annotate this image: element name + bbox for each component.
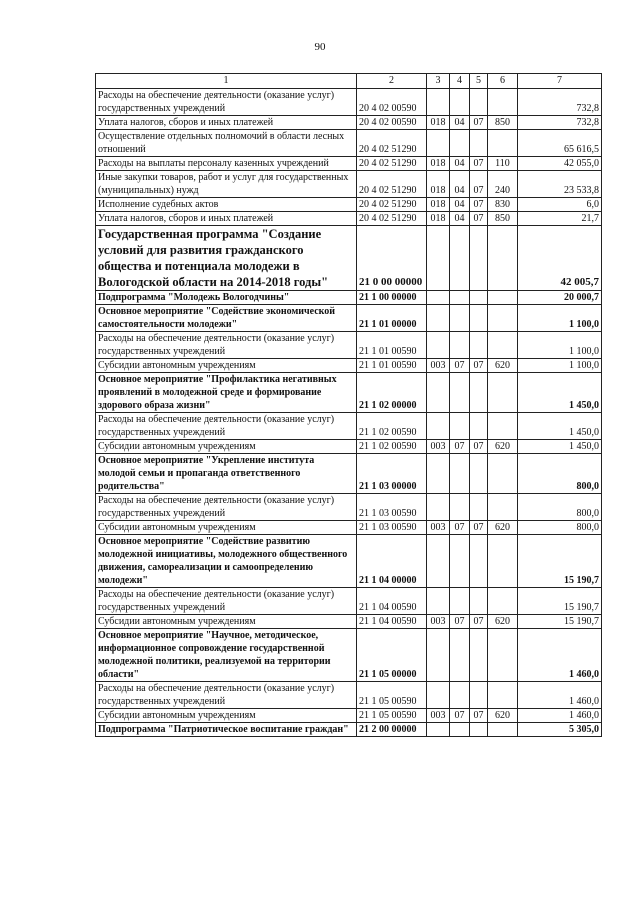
section-cell xyxy=(450,588,470,615)
code-cell: 20 4 02 51290 xyxy=(357,198,427,212)
name-cell: Расходы на обеспечение деятельности (оказание услуг) государственных учреждений xyxy=(96,494,357,521)
expense-type-cell: 620 xyxy=(488,359,518,373)
table-row xyxy=(96,615,602,629)
expense-type-cell: 240 xyxy=(488,171,518,198)
subsection-cell: 07 xyxy=(470,709,488,723)
amount-cell: 15 190,7 xyxy=(518,615,602,629)
amount-cell: 65 616,5 xyxy=(518,130,602,157)
amount-cell: 23 533,8 xyxy=(518,171,602,198)
ministry-cell: 003 xyxy=(427,615,450,629)
table-row xyxy=(96,359,602,373)
section-cell: 07 xyxy=(450,359,470,373)
amount-cell: 1 100,0 xyxy=(518,332,602,359)
name-cell: Расходы на обеспечение деятельности (оказание услуг) государственных учреждений xyxy=(96,332,357,359)
name-cell: Субсидии автономным учреждениям xyxy=(96,615,357,629)
table-row xyxy=(96,89,602,116)
expense-type-cell: 620 xyxy=(488,709,518,723)
amount-cell: 1 460,0 xyxy=(518,629,602,682)
ministry-cell xyxy=(427,291,450,305)
expense-type-cell xyxy=(488,305,518,332)
subsection-cell xyxy=(470,535,488,588)
table-row xyxy=(96,157,602,171)
expense-type-cell: 110 xyxy=(488,157,518,171)
expense-type-cell xyxy=(488,723,518,737)
name-cell: Основное мероприятие "Профилактика негативных проявлений в молодежной среде и формирование здорового образа жизни" xyxy=(96,373,357,413)
amount-cell: 21,7 xyxy=(518,212,602,226)
table-row xyxy=(96,373,602,413)
table-header-row xyxy=(96,74,602,89)
code-cell: 21 2 00 00000 xyxy=(357,723,427,737)
subsection-cell xyxy=(470,588,488,615)
name-cell: Расходы на обеспечение деятельности (оказание услуг) государственных учреждений xyxy=(96,413,357,440)
name-cell: Подпрограмма "Молодежь Вологодчины" xyxy=(96,291,357,305)
section-cell xyxy=(450,373,470,413)
section-cell: 04 xyxy=(450,198,470,212)
name-cell: Основное мероприятие "Содействие экономической самостоятельности молодежи" xyxy=(96,305,357,332)
subsection-cell xyxy=(470,723,488,737)
header-cell: 2 xyxy=(357,74,427,89)
table-row xyxy=(96,226,602,291)
table-row xyxy=(96,116,602,130)
ministry-cell: 003 xyxy=(427,521,450,535)
subsection-cell xyxy=(470,629,488,682)
subsection-cell xyxy=(470,305,488,332)
section-cell xyxy=(450,494,470,521)
section-cell xyxy=(450,535,470,588)
budget-table xyxy=(95,73,602,737)
name-cell: Расходы на обеспечение деятельности (оказание услуг) государственных учреждений xyxy=(96,588,357,615)
code-cell: 21 1 00 00000 xyxy=(357,291,427,305)
expense-type-cell xyxy=(488,682,518,709)
ministry-cell xyxy=(427,413,450,440)
expense-type-cell: 620 xyxy=(488,440,518,454)
subsection-cell xyxy=(470,413,488,440)
amount-cell: 732,8 xyxy=(518,89,602,116)
amount-cell: 800,0 xyxy=(518,494,602,521)
expense-type-cell xyxy=(488,494,518,521)
name-cell: Основное мероприятие "Содействие развитию молодежной инициативы, молодежного общественного движения, самореализации и самоопределению молодежи" xyxy=(96,535,357,588)
section-cell xyxy=(450,226,470,291)
ministry-cell xyxy=(427,535,450,588)
section-cell: 04 xyxy=(450,171,470,198)
code-cell: 21 1 02 00000 xyxy=(357,373,427,413)
name-cell: Подпрограмма "Патриотическое воспитание граждан" xyxy=(96,723,357,737)
amount-cell: 732,8 xyxy=(518,116,602,130)
table-row xyxy=(96,130,602,157)
name-cell: Основное мероприятие "Научное, методическое, информационное сопровождение государственной молодежной политики, реализуемой на территории области" xyxy=(96,629,357,682)
amount-cell: 1 100,0 xyxy=(518,305,602,332)
code-cell: 21 1 02 00590 xyxy=(357,440,427,454)
subsection-cell xyxy=(470,291,488,305)
amount-cell: 15 190,7 xyxy=(518,588,602,615)
ministry-cell xyxy=(427,89,450,116)
ministry-cell: 003 xyxy=(427,440,450,454)
code-cell: 21 1 04 00590 xyxy=(357,615,427,629)
amount-cell: 15 190,7 xyxy=(518,535,602,588)
ministry-cell xyxy=(427,588,450,615)
ministry-cell: 018 xyxy=(427,212,450,226)
subsection-cell xyxy=(470,130,488,157)
subsection-cell: 07 xyxy=(470,171,488,198)
code-cell: 21 1 03 00590 xyxy=(357,521,427,535)
amount-cell: 42 005,7 xyxy=(518,226,602,291)
code-cell: 21 1 01 00000 xyxy=(357,305,427,332)
name-cell: Субсидии автономным учреждениям xyxy=(96,521,357,535)
ministry-cell xyxy=(427,723,450,737)
table-row xyxy=(96,332,602,359)
code-cell: 21 1 04 00590 xyxy=(357,588,427,615)
table-row xyxy=(96,521,602,535)
code-cell: 21 1 03 00000 xyxy=(357,454,427,494)
code-cell: 21 0 00 00000 xyxy=(357,226,427,291)
header-cell: 7 xyxy=(518,74,602,89)
amount-cell: 42 055,0 xyxy=(518,157,602,171)
expense-type-cell xyxy=(488,454,518,494)
subsection-cell xyxy=(470,682,488,709)
section-cell xyxy=(450,413,470,440)
ministry-cell xyxy=(427,373,450,413)
table-row xyxy=(96,212,602,226)
name-cell: Расходы на обеспечение деятельности (оказание услуг) государственных учреждений xyxy=(96,682,357,709)
section-cell xyxy=(450,89,470,116)
code-cell: 21 1 05 00590 xyxy=(357,709,427,723)
expense-type-cell xyxy=(488,535,518,588)
expense-type-cell xyxy=(488,130,518,157)
subsection-cell xyxy=(470,332,488,359)
table-body xyxy=(96,89,602,737)
ministry-cell: 018 xyxy=(427,116,450,130)
section-cell: 04 xyxy=(450,157,470,171)
header-cell: 5 xyxy=(470,74,488,89)
section-cell xyxy=(450,723,470,737)
name-cell: Осуществление отдельных полномочий в области лесных отношений xyxy=(96,130,357,157)
name-cell: Исполнение судебных актов xyxy=(96,198,357,212)
name-cell: Расходы на выплаты персоналу казенных учреждений xyxy=(96,157,357,171)
table-row xyxy=(96,440,602,454)
section-cell xyxy=(450,305,470,332)
header-cell: 1 xyxy=(96,74,357,89)
name-cell: Расходы на обеспечение деятельности (оказание услуг) государственных учреждений xyxy=(96,89,357,116)
page-number: 90 xyxy=(314,41,326,53)
table-row xyxy=(96,198,602,212)
code-cell: 21 1 01 00590 xyxy=(357,332,427,359)
header-cell: 6 xyxy=(488,74,518,89)
table-row xyxy=(96,413,602,440)
table-row xyxy=(96,494,602,521)
name-cell: Субсидии автономным учреждениям xyxy=(96,440,357,454)
subsection-cell: 07 xyxy=(470,212,488,226)
code-cell: 20 4 02 00590 xyxy=(357,89,427,116)
subsection-cell: 07 xyxy=(470,359,488,373)
ministry-cell xyxy=(427,454,450,494)
name-cell: Иные закупки товаров, работ и услуг для государственных (муниципальных) нужд xyxy=(96,171,357,198)
amount-cell: 1 450,0 xyxy=(518,373,602,413)
name-cell: Уплата налогов, сборов и иных платежей xyxy=(96,116,357,130)
expense-type-cell xyxy=(488,629,518,682)
section-cell xyxy=(450,682,470,709)
name-cell: Субсидии автономным учреждениям xyxy=(96,709,357,723)
expense-type-cell: 850 xyxy=(488,116,518,130)
ministry-cell xyxy=(427,682,450,709)
expense-type-cell xyxy=(488,291,518,305)
table-row xyxy=(96,629,602,682)
subsection-cell xyxy=(470,454,488,494)
subsection-cell: 07 xyxy=(470,440,488,454)
expense-type-cell: 850 xyxy=(488,212,518,226)
code-cell: 20 4 02 00590 xyxy=(357,116,427,130)
amount-cell: 1 100,0 xyxy=(518,359,602,373)
ministry-cell xyxy=(427,629,450,682)
amount-cell: 1 450,0 xyxy=(518,440,602,454)
section-cell xyxy=(450,454,470,494)
section-cell xyxy=(450,130,470,157)
table-row xyxy=(96,682,602,709)
expense-type-cell xyxy=(488,588,518,615)
amount-cell: 20 000,7 xyxy=(518,291,602,305)
code-cell: 20 4 02 51290 xyxy=(357,171,427,198)
section-cell: 07 xyxy=(450,440,470,454)
expense-type-cell xyxy=(488,332,518,359)
name-cell: Основное мероприятие "Укрепление института молодой семьи и пропаганда ответственного родительства" xyxy=(96,454,357,494)
section-cell xyxy=(450,629,470,682)
code-cell: 21 1 02 00590 xyxy=(357,413,427,440)
ministry-cell xyxy=(427,226,450,291)
section-cell xyxy=(450,332,470,359)
subsection-cell: 07 xyxy=(470,521,488,535)
ministry-cell xyxy=(427,494,450,521)
subsection-cell xyxy=(470,226,488,291)
section-cell: 04 xyxy=(450,116,470,130)
section-cell xyxy=(450,291,470,305)
header-cell: 3 xyxy=(427,74,450,89)
code-cell: 20 4 02 51290 xyxy=(357,212,427,226)
code-cell: 21 1 03 00590 xyxy=(357,494,427,521)
subsection-cell: 07 xyxy=(470,615,488,629)
amount-cell: 1 450,0 xyxy=(518,413,602,440)
ministry-cell xyxy=(427,130,450,157)
expense-type-cell: 620 xyxy=(488,521,518,535)
table-row xyxy=(96,454,602,494)
code-cell: 21 1 04 00000 xyxy=(357,535,427,588)
subsection-cell: 07 xyxy=(470,157,488,171)
subsection-cell xyxy=(470,373,488,413)
code-cell: 20 4 02 51290 xyxy=(357,130,427,157)
ministry-cell: 018 xyxy=(427,198,450,212)
table-row xyxy=(96,171,602,198)
header-cell: 4 xyxy=(450,74,470,89)
subsection-cell xyxy=(470,494,488,521)
amount-cell: 6,0 xyxy=(518,198,602,212)
ministry-cell: 018 xyxy=(427,171,450,198)
amount-cell: 5 305,0 xyxy=(518,723,602,737)
ministry-cell: 003 xyxy=(427,709,450,723)
table-row xyxy=(96,305,602,332)
section-cell: 07 xyxy=(450,709,470,723)
expense-type-cell: 620 xyxy=(488,615,518,629)
expense-type-cell xyxy=(488,413,518,440)
name-cell: Субсидии автономным учреждениям xyxy=(96,359,357,373)
code-cell: 20 4 02 51290 xyxy=(357,157,427,171)
amount-cell: 1 460,0 xyxy=(518,709,602,723)
expense-type-cell xyxy=(488,373,518,413)
ministry-cell xyxy=(427,305,450,332)
amount-cell: 800,0 xyxy=(518,454,602,494)
expense-type-cell: 830 xyxy=(488,198,518,212)
table-row xyxy=(96,535,602,588)
section-cell: 04 xyxy=(450,212,470,226)
ministry-cell: 018 xyxy=(427,157,450,171)
expense-type-cell xyxy=(488,226,518,291)
ministry-cell xyxy=(427,332,450,359)
section-cell: 07 xyxy=(450,615,470,629)
subsection-cell: 07 xyxy=(470,198,488,212)
expense-type-cell xyxy=(488,89,518,116)
table-row xyxy=(96,291,602,305)
table-row xyxy=(96,709,602,723)
table-row xyxy=(96,723,602,737)
subsection-cell: 07 xyxy=(470,116,488,130)
name-cell: Государственная программа "Создание условий для развития гражданского общества и потенциала молодежи в Вологодской области на 2014-2018 годы" xyxy=(96,226,357,291)
subsection-cell xyxy=(470,89,488,116)
table-row xyxy=(96,588,602,615)
amount-cell: 1 460,0 xyxy=(518,682,602,709)
section-cell: 07 xyxy=(450,521,470,535)
code-cell: 21 1 05 00590 xyxy=(357,682,427,709)
code-cell: 21 1 05 00000 xyxy=(357,629,427,682)
ministry-cell: 003 xyxy=(427,359,450,373)
code-cell: 21 1 01 00590 xyxy=(357,359,427,373)
amount-cell: 800,0 xyxy=(518,521,602,535)
name-cell: Уплата налогов, сборов и иных платежей xyxy=(96,212,357,226)
